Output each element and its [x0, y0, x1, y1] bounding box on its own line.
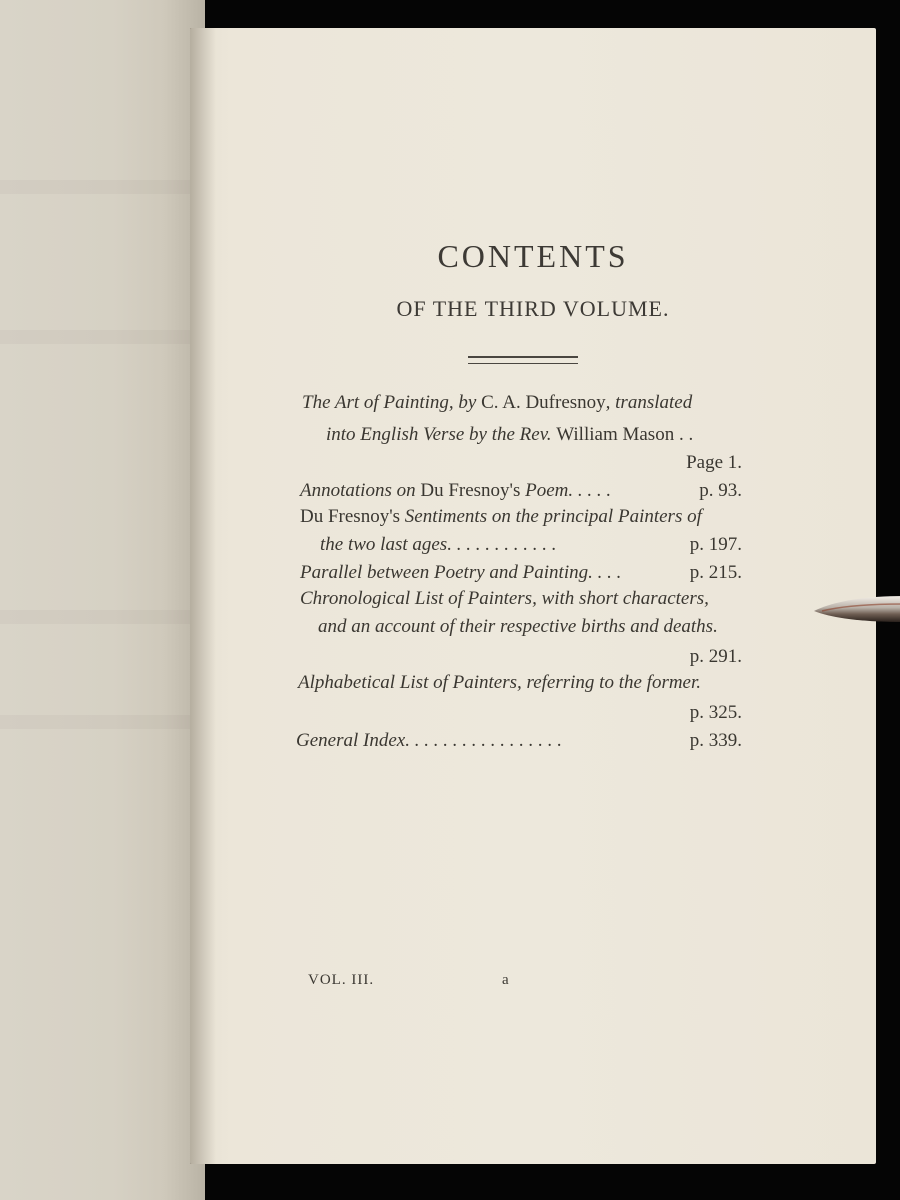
page-title: CONTENTS — [437, 238, 629, 274]
entry-text: , translated — [605, 392, 693, 413]
entry-page-number: p. 93. — [699, 480, 742, 501]
gutter-shadow — [190, 28, 216, 1164]
entry-author: C. A. Dufresnoy — [481, 392, 606, 413]
show-through-text — [0, 180, 205, 194]
entry-chronological-line1: Chronological List of Painters, with short characters, — [300, 588, 709, 609]
entry-page-number: p. 215. — [689, 562, 742, 583]
signature-mark: a — [502, 972, 510, 988]
show-through-text — [0, 715, 205, 729]
entry-page-number: p. 291. — [689, 646, 742, 667]
show-through-text — [0, 330, 205, 344]
ornamental-rule — [468, 356, 578, 364]
entry-chronological-line2: and an account of their respective births and deaths. — [318, 616, 718, 637]
entry-page-number: p. 339. — [689, 730, 742, 751]
bookmark-icon — [812, 592, 900, 626]
entry-parallel: Parallel between Poetry and Painting. . . . — [300, 562, 622, 583]
entry-general-index: General Index. . . . . . . . . . . . . . . . . — [296, 730, 562, 751]
facing-page — [0, 0, 205, 1200]
entry-art-of-painting-line2 — [326, 424, 693, 446]
entry-page-number: Page 1. — [686, 452, 742, 473]
entry-translator: William Mason . . — [556, 424, 694, 445]
volume-marker: VOL. III. — [308, 972, 375, 988]
entry-alphabetical: Alphabetical List of Painters, referring to the former. — [298, 672, 702, 693]
page-subtitle: OF THE THIRD VOLUME. — [396, 296, 670, 321]
entry-art-of-painting-line1 — [302, 392, 692, 414]
entry-page-number: p. 325. — [689, 702, 742, 723]
entry-sentiments-line1 — [300, 506, 702, 528]
entry-annotations — [300, 480, 611, 502]
entry-text: Sentiments on the principal Painters of — [400, 506, 702, 527]
show-through-text — [0, 610, 205, 624]
entry-text: Poem. . . . . — [520, 480, 612, 501]
entry-page-number: p. 197. — [689, 534, 742, 555]
entry-author: Du Fresnoy's — [300, 506, 401, 527]
entry-text: into English Verse by the Rev. — [326, 424, 557, 445]
entry-sentiments-line2: the two last ages. . . . . . . . . . . . — [320, 534, 557, 555]
entry-text: Annotations on — [300, 480, 421, 501]
entry-text: The Art of Painting, by — [302, 392, 482, 413]
entry-author: Du Fresnoy's — [420, 480, 521, 501]
